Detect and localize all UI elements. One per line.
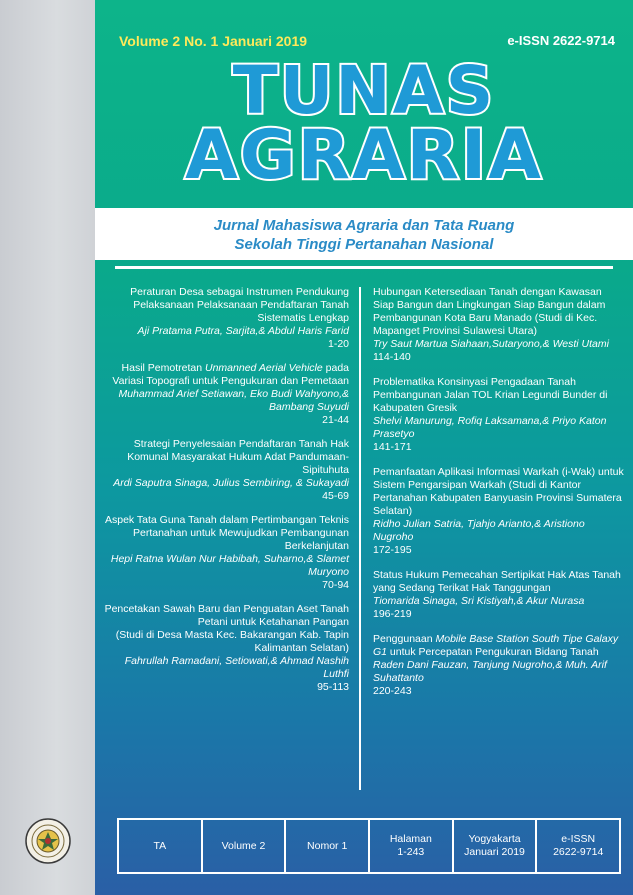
footer-cell-place-date: Yogyakarta Januari 2019 (452, 820, 536, 872)
article-pages: 1-20 (327, 338, 349, 350)
subtitle-band (95, 208, 633, 260)
article-title: Status Hukum Pemecahan Sertipikat Hak Atas Tanah yang Sedang Terikat Hak Tanggungan (373, 569, 621, 594)
article-pages: 21-44 (322, 414, 349, 426)
footer-cell-abbrev: TA (153, 839, 167, 852)
article-authors: Fahrullah Ramadani, Setiowati,& Ahmad Nashih Luthfi (124, 655, 349, 680)
article-authors: Tiomarida Sinaga, Sri Kistiyah,& Akur Nurasa (373, 595, 585, 607)
subtitle-line1: Jurnal Mahasiswa Agraria dan Tata Ruang (213, 217, 515, 234)
article-pages: 172-195 (373, 544, 412, 556)
subtitle-line2: Sekolah Tinggi Pertanahan Nasional (234, 236, 494, 253)
article-pages: 95-113 (317, 681, 349, 693)
right-article-list (373, 286, 625, 710)
journal-cover (95, 0, 633, 895)
article-authors: Hepi Ratna Wulan Nur Habibah, Suharno,& Slamet Muryono (110, 553, 349, 578)
article-title: Hubungan Ketersediaan Tanah dengan Kawasan Siap Bangun dan Lingkungan Siap Bangun dalam Pembangunan Kota Baru Manado (Studi di Kec. Mapanget Provinsi Sulawesi Utara) (373, 286, 606, 337)
footer-info-box (117, 818, 621, 874)
article-pages: 196-219 (373, 608, 412, 620)
footer-cell-eissn: e-ISSN 2622-9714 (535, 820, 619, 872)
article-authors: Raden Dani Fauzan, Tanjung Nugroho,& Muh. Arif Suhattanto (373, 659, 607, 684)
left-article-list (99, 286, 349, 705)
article-title: Hasil Pemotretan Unmanned Aerial Vehicle pada Variasi Topografi untuk Pengukuran dan Pemetaan (112, 362, 349, 387)
footer-cell-pages: Halaman 1-243 (368, 820, 452, 872)
article-authors: Aji Pratama Putra, Sarjita,& Abdul Haris Farid (137, 325, 349, 337)
article-entry (373, 569, 625, 621)
article-authors: Ardi Saputra Sinaga, Julius Sembiring, & Sukayadi (113, 477, 349, 489)
article-entry (99, 514, 349, 592)
article-title: Problematika Konsinyasi Pengadaan Tanah Pembangunan Jalan TOL Krian Legundi Bunder di Kabupaten Gresik (373, 376, 608, 414)
article-pages: 45-69 (322, 490, 349, 502)
article-authors: Muhammad Arief Setiawan, Eko Budi Wahyono,& Bambang Suyudi (118, 388, 349, 413)
journal-title-line1: TUNAS (232, 52, 496, 129)
article-title: Pemanfaatan Aplikasi Informasi Warkah (i-Wak) untuk Sistem Pengarsipan Warkah (Studi di Kantor Pertanahan Kabupaten Banyuasin Provinsi Sumatera Selatan) (373, 466, 624, 517)
article-title: Strategi Penyelesaian Pendaftaran Tanah Hak Komunal Masyarakat Hukum Adat Pandumaan-Sipituhuta (127, 438, 349, 476)
stpn-seal-icon (24, 817, 72, 865)
book-spine (0, 0, 95, 895)
article-entry (373, 286, 625, 364)
article-pages: 114-140 (373, 351, 411, 363)
article-entry (99, 438, 349, 503)
article-pages: 141-171 (373, 441, 412, 453)
article-authors: Ridho Julian Satria, Tjahjo Arianto,& Aristiono Nugroho (373, 518, 585, 543)
article-entry (99, 286, 349, 351)
article-entry (373, 633, 625, 698)
article-entry (99, 603, 349, 694)
article-pages: 220-243 (373, 685, 412, 697)
article-title: Aspek Tata Guna Tanah dalam Pertimbangan Teknis Pertanahan untuk Mewujudkan Pembangunan Berkelanjutan (105, 514, 349, 552)
article-authors: Try Saut Martua Siahaan,Sutaryono,& Westi Utami (373, 338, 609, 350)
article-title: Peraturan Desa sebagai Instrumen Pendukung Pelaksanaan Pelaksanaan Pendaftaran Tanah Sistematis Lengkap (130, 286, 349, 324)
article-title: Penggunaan Mobile Base Station South Tipe Galaxy G1 untuk Percepatan Pengukuran Bidang Tanah (373, 633, 619, 658)
article-entry (373, 466, 625, 557)
article-entry (99, 362, 349, 427)
footer-cell-volume: Volume 2 (201, 820, 285, 872)
column-divider (359, 287, 361, 790)
article-title-note: (Studi di Desa Masta Kec. Bakarangan Kab. Tapin Kalimantan Selatan) (115, 629, 349, 654)
article-entry (373, 376, 625, 454)
journal-title-line2: AGRARIA (185, 116, 543, 195)
article-authors: Shelvi Manurung, Rofiq Laksamana,& Priyo Katon Prasetyo (373, 415, 607, 440)
volume-label: Volume 2 No. 1 Januari 2019 (119, 33, 308, 49)
horizontal-rule (115, 266, 613, 269)
footer-cell-number: Nomor 1 (284, 820, 368, 872)
article-pages: 70-94 (322, 579, 349, 591)
eissn-label: e-ISSN 2622-9714 (507, 33, 615, 48)
article-title: Pencetakan Sawah Baru dan Penguatan Aset Tanah Petani untuk Ketahanan Pangan (104, 603, 349, 628)
